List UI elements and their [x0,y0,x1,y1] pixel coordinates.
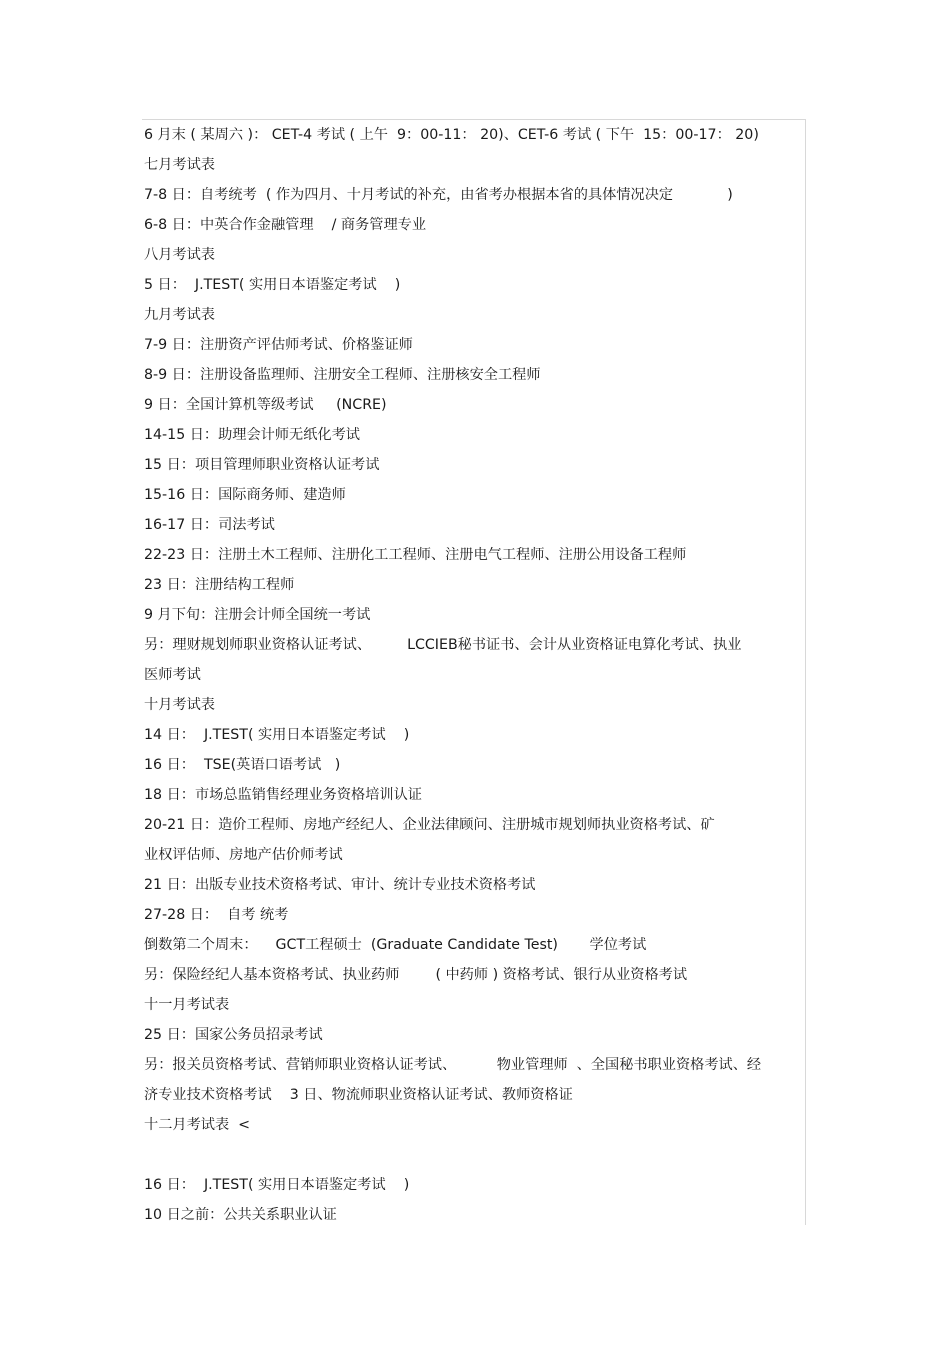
text-line: 15 日：项目管理师职业资格认证考试 [144,457,380,473]
section-heading-december: 十二月考试表 < [144,1117,251,1133]
text-line: 20-21 日：造价工程师、房地产经纪人、企业法律顾问、注册城市规划师执业资格考试、矿 [144,817,715,833]
text-line: 27-28 日： 自考 统考 [144,907,289,923]
text-line: 业权评估师、房地产估价师考试 [144,847,343,863]
text-line: 另：报关员资格考试、营销师职业资格认证考试、 物业管理师 、全国秘书职业资格考试、经 [144,1057,762,1073]
text-line: 25 日：国家公务员招录考试 [144,1027,323,1043]
section-heading-november: 十一月考试表 [144,997,230,1013]
text-line: 16 日： TSE(英语口语考试 ) [144,757,341,773]
text-line: 23 日：注册结构工程师 [144,577,295,593]
text-line: 倒数第二个周末： GCT工程硕士 (Graduate Candidate Test) 学位考试 [144,937,647,953]
text-line: 8-9 日：注册设备监理师、注册安全工程师、注册核安全工程师 [144,367,541,383]
text-line: 15-16 日：国际商务师、建造师 [144,487,346,503]
text-line: 14-15 日：助理会计师无纸化考试 [144,427,360,443]
text-line: 9 日：全国计算机等级考试 (NCRE) [144,397,387,413]
text-line: 5 日： J.TEST( 实用日本语鉴定考试 ) [144,277,401,293]
text-line: 18 日：市场总监销售经理业务资格培训认证 [144,787,422,803]
text-line: 医师考试 [144,667,201,683]
text-line: 7-9 日：注册资产评估师考试、价格鉴证师 [144,337,413,353]
section-heading-october: 十月考试表 [144,697,215,713]
text-line: 6-8 日：中英合作金融管理 / 商务管理专业 [144,217,427,233]
section-heading-july: 七月考试表 [144,157,215,173]
text-line: 10 日之前：公共关系职业认证 [144,1207,337,1223]
text-line: 6 月末 ( 某周六 )： CET-4 考试 ( 上午 9：00-11： 20)、CET-6 考试 ( 下午 15：00-17： 20) [144,127,759,143]
text-line: 21 日：出版专业技术资格考试、审计、统计专业技术资格考试 [144,877,536,893]
text-line: 另：保险经纪人基本资格考试、执业药师 ( 中药师 ) 资格考试、银行从业资格考试 [144,967,688,983]
section-heading-august: 八月考试表 [144,247,215,263]
document-body [144,120,794,1230]
text-line: 9 月下旬：注册会计师全国统一考试 [144,607,371,623]
text-line: 14 日： J.TEST( 实用日本语鉴定考试 ) [144,727,410,743]
text-line: 16 日： J.TEST( 实用日本语鉴定考试 ) [144,1177,410,1193]
section-heading-september: 九月考试表 [144,307,215,323]
text-line: 22-23 日：注册土木工程师、注册化工工程师、注册电气工程师、注册公用设备工程师 [144,547,687,563]
text-line: 另：理财规划师职业资格认证考试、 LCCIEB秘书证书、会计从业资格证电算化考试、执业 [144,637,742,653]
blank-line [144,1140,794,1170]
text-line: 16-17 日：司法考试 [144,517,275,533]
text-line: 济专业技术资格考试 3 日、物流师职业资格认证考试、教师资格证 [144,1087,573,1103]
text-line: 7-8 日：自考统考 ( 作为四月、十月考试的补充，由省考办根据本省的具体情况决定 ) [144,187,733,203]
